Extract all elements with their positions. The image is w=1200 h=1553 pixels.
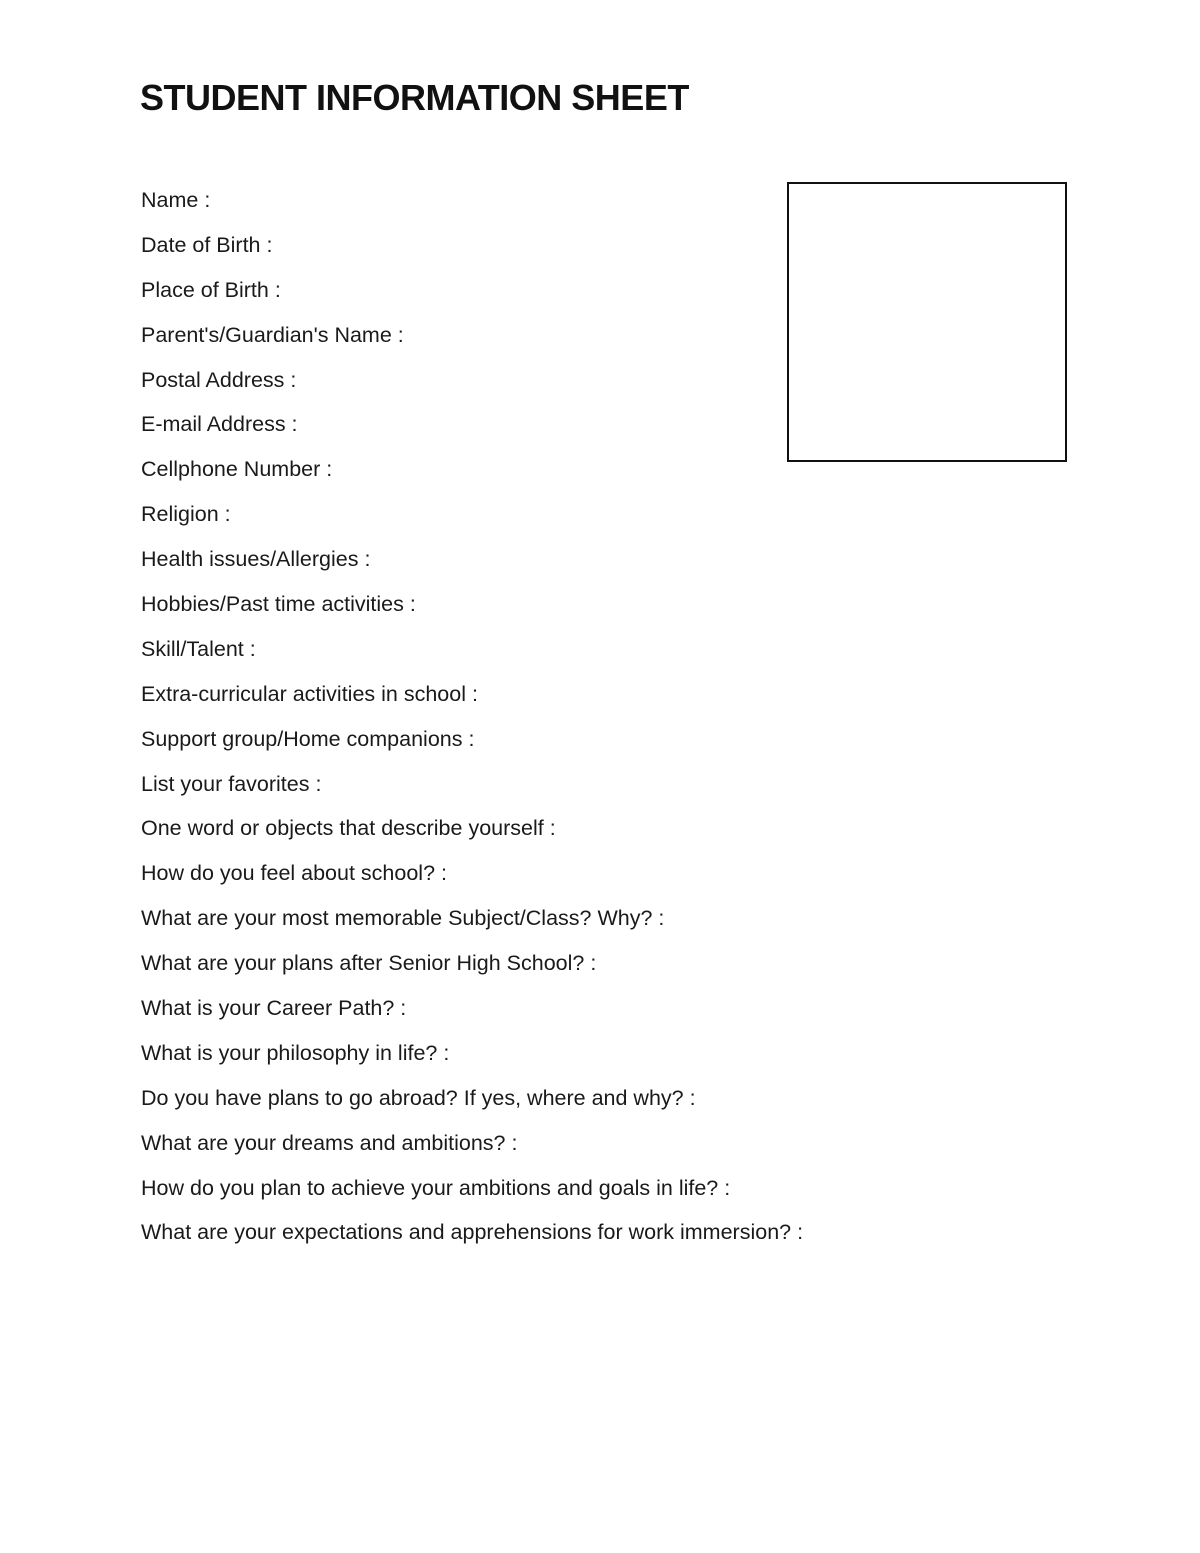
- field-go-abroad-label: Do you have plans to go abroad? If yes, where and why? :: [141, 1085, 696, 1110]
- field-describe-yourself-label: One word or objects that describe yourself :: [141, 816, 556, 841]
- field-favorites-label: List your favorites :: [141, 771, 322, 796]
- field-philosophy-label: What is your philosophy in life? :: [141, 1040, 450, 1065]
- field-feel-about-school-label: How do you feel about school? :: [141, 861, 447, 886]
- field-health-issues-label: Health issues/Allergies :: [141, 547, 371, 572]
- field-achieve-goals-label: How do you plan to achieve your ambitions and goals in life? :: [141, 1175, 731, 1200]
- field-cellphone-number-label: Cellphone Number :: [141, 457, 333, 482]
- field-dreams-ambitions-label: What are your dreams and ambitions? :: [141, 1130, 518, 1155]
- field-work-immersion-label: What are your expectations and apprehensions for work immersion? :: [141, 1220, 804, 1245]
- photo-box: [787, 182, 1067, 462]
- field-name-label: Name :: [141, 188, 211, 212]
- field-support-group-label: Support group/Home companions :: [141, 726, 475, 751]
- field-email-address-label: E-mail Address :: [141, 412, 298, 437]
- field-list: [141, 185, 803, 1262]
- field-memorable-subject-label: What are your most memorable Subject/Class? Why? :: [141, 906, 665, 931]
- field-career-path-label: What is your Career Path? :: [141, 996, 407, 1021]
- page-title: STUDENT INFORMATION SHEET: [140, 77, 689, 118]
- field-religion-label: Religion :: [141, 502, 231, 527]
- field-plans-after-shs-label: What are your plans after Senior High School? :: [141, 951, 597, 976]
- field-postal-address-label: Postal Address :: [141, 367, 297, 392]
- field-guardian-name-label: Parent's/Guardian's Name :: [141, 322, 404, 347]
- field-date-of-birth-label: Date of Birth :: [141, 232, 273, 257]
- field-place-of-birth-label: Place of Birth :: [141, 277, 281, 302]
- field-extracurricular-label: Extra-curricular activities in school :: [141, 681, 478, 706]
- field-hobbies-label: Hobbies/Past time activities :: [141, 592, 416, 617]
- field-skill-talent-label: Skill/Talent :: [141, 636, 256, 661]
